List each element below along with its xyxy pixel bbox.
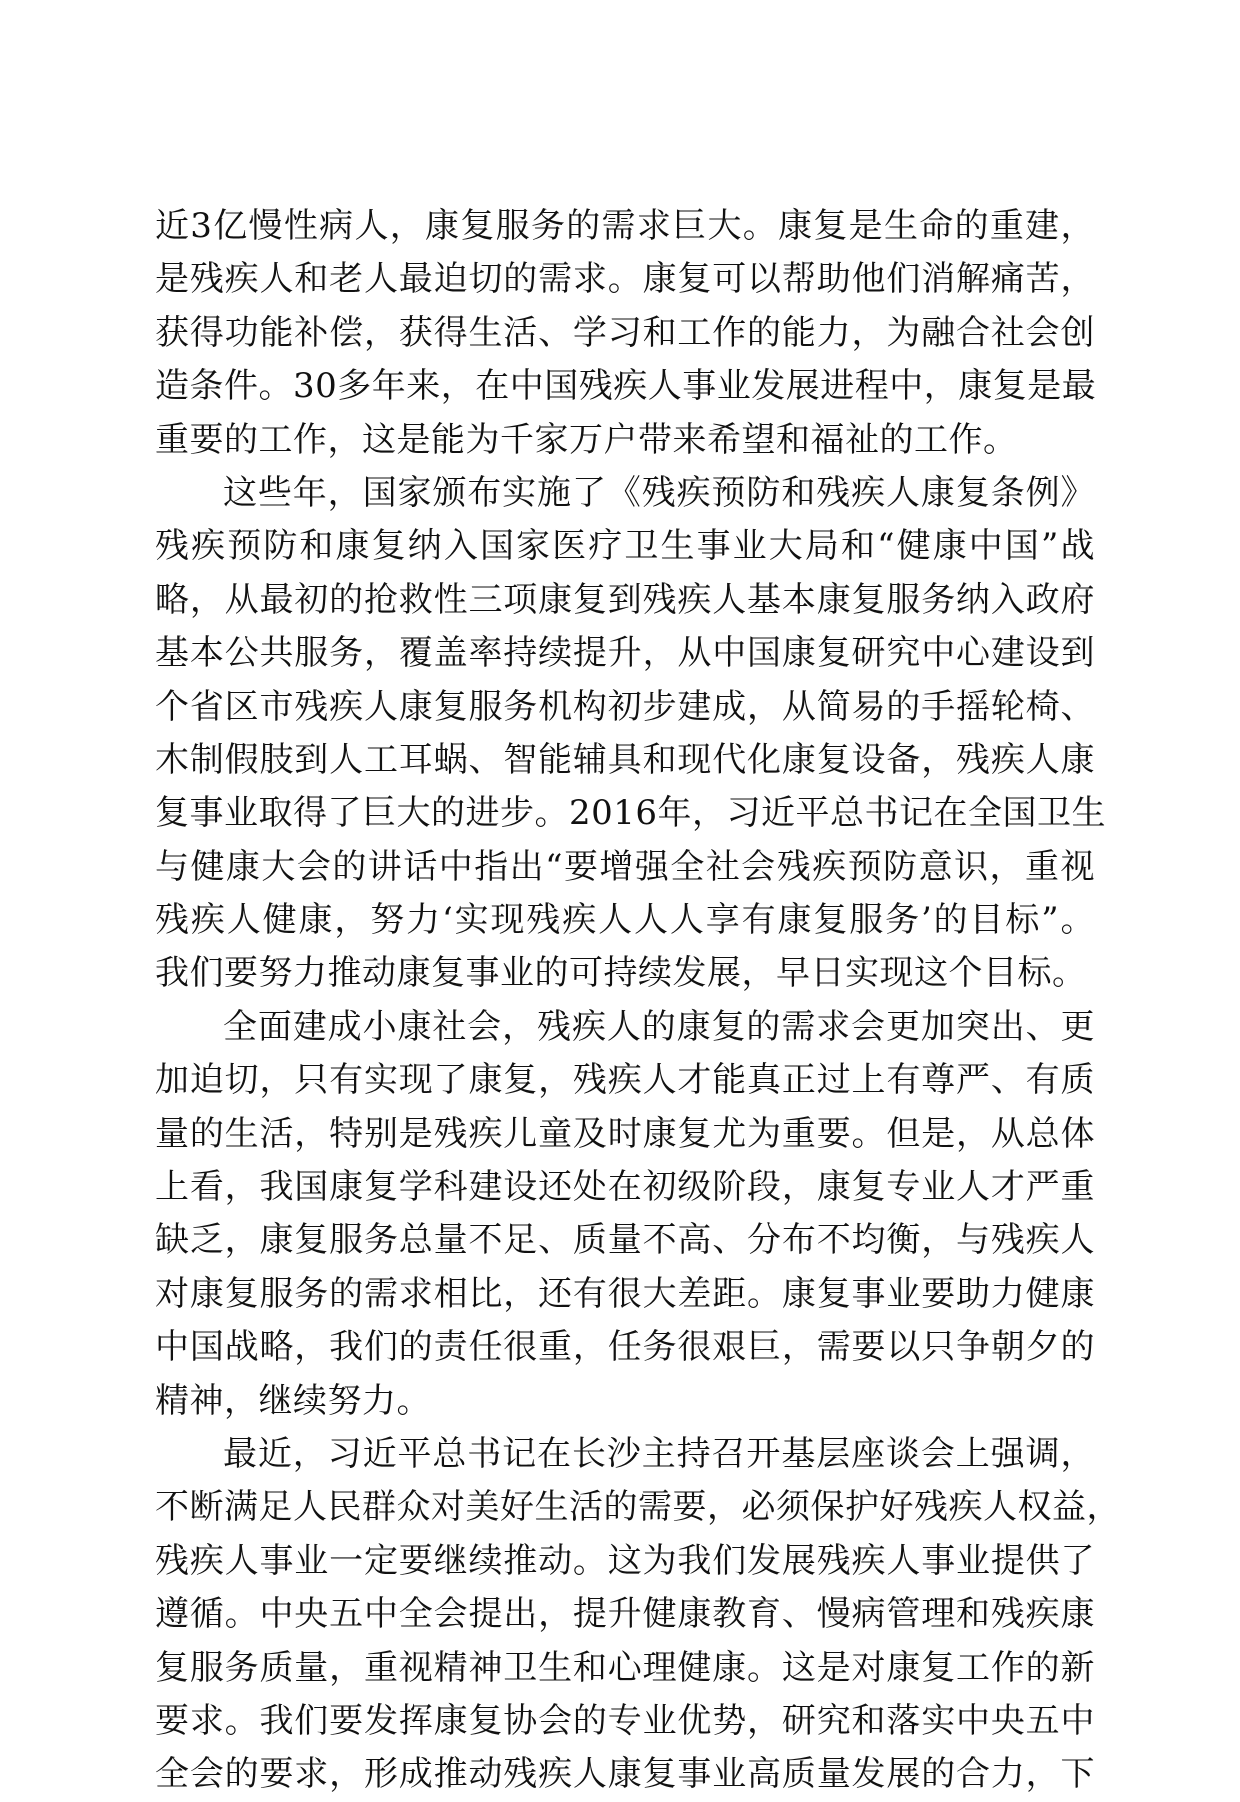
text-line: 复事业取得了巨大的进步。2016年，习近平总书记在全国卫生 [155, 793, 1107, 834]
text-line: 残疾人健康，努力‘实现残疾人人人享有康复服务’的目标”。 [155, 900, 1095, 941]
text-line: 上看，我国康复学科建设还处在初级阶段，康复专业人才严重 [155, 1167, 1095, 1208]
text-line: 中国战略，我们的责任很重，任务很艰巨，需要以只争朝夕的 [155, 1327, 1095, 1368]
text-line: 获得功能补偿，获得生活、学习和工作的能力，为融合社会创 [155, 312, 1095, 353]
text-line: 最近，习近平总书记在长沙主持召开基层座谈会上强调， [223, 1433, 1095, 1474]
text-line: 要求。我们要发挥康复协会的专业优势，研究和落实中央五中 [155, 1700, 1095, 1741]
text-line: 我们要努力推动康复事业的可持续发展，早日实现这个目标。 [155, 953, 1087, 994]
text-line: 量的生活，特别是残疾儿童及时康复尤为重要。但是，从总体 [155, 1113, 1095, 1154]
text-line: 复服务质量，重视精神卫生和心理健康。这是对康复工作的新 [155, 1647, 1095, 1688]
text-line: 与健康大会的讲话中指出“要增强全社会残疾预防意识，重视 [155, 846, 1095, 887]
text-line: 遵循。中央五中全会提出，提升健康教育、慢病管理和残疾康 [155, 1594, 1095, 1635]
text-line: 这些年，国家颁布实施了《残疾预防和残疾人康复条例》 [223, 472, 1095, 513]
text-line: 略，从最初的抢救性三项康复到残疾人基本康复服务纳入政府 [155, 579, 1095, 620]
text-line: 加迫切，只有实现了康复，残疾人才能真正过上有尊严、有质 [155, 1060, 1095, 1101]
text-line: 全面建成小康社会，残疾人的康复的需求会更加突出、更 [223, 1006, 1095, 1047]
text-line: 是残疾人和老人最迫切的需求。康复可以帮助他们消解痛苦， [155, 259, 1095, 300]
text-line: 残疾人事业一定要继续推动。这为我们发展残疾人事业提供了 [155, 1540, 1095, 1581]
text-line: 个省区市残疾人康复服务机构初步建成，从简易的手摇轮椅、 [155, 686, 1095, 727]
text-line: 造条件。30多年来，在中国残疾人事业发展进程中，康复是最 [155, 366, 1097, 407]
text-line: 重要的工作，这是能为千家万户带来希望和福祉的工作。 [155, 419, 1018, 460]
text-line: 基本公共服务，覆盖率持续提升，从中国康复研究中心建设到 [155, 633, 1095, 674]
text-line: 精神，继续努力。 [155, 1380, 431, 1421]
body-text [155, 200, 1121, 1802]
text-line: 全会的要求，形成推动残疾人康复事业高质量发展的合力，下 [155, 1754, 1095, 1795]
text-line: 近3亿慢性病人，康复服务的需求巨大。康复是生命的重建， [155, 206, 1095, 246]
text-line: 残疾预防和康复纳入国家医疗卫生事业大局和“健康中国”战 [155, 526, 1095, 567]
text-line: 对康复服务的需求相比，还有很大差距。康复事业要助力健康 [155, 1273, 1095, 1314]
text-line: 不断满足人民群众对美好生活的需要，必须保护好残疾人权益， [155, 1487, 1121, 1528]
text-line: 木制假肢到人工耳蜗、智能辅具和现代化康复设备，残疾人康 [155, 739, 1095, 780]
text-line: 缺乏，康复服务总量不足、质量不高、分布不均衡，与残疾人 [155, 1220, 1095, 1261]
